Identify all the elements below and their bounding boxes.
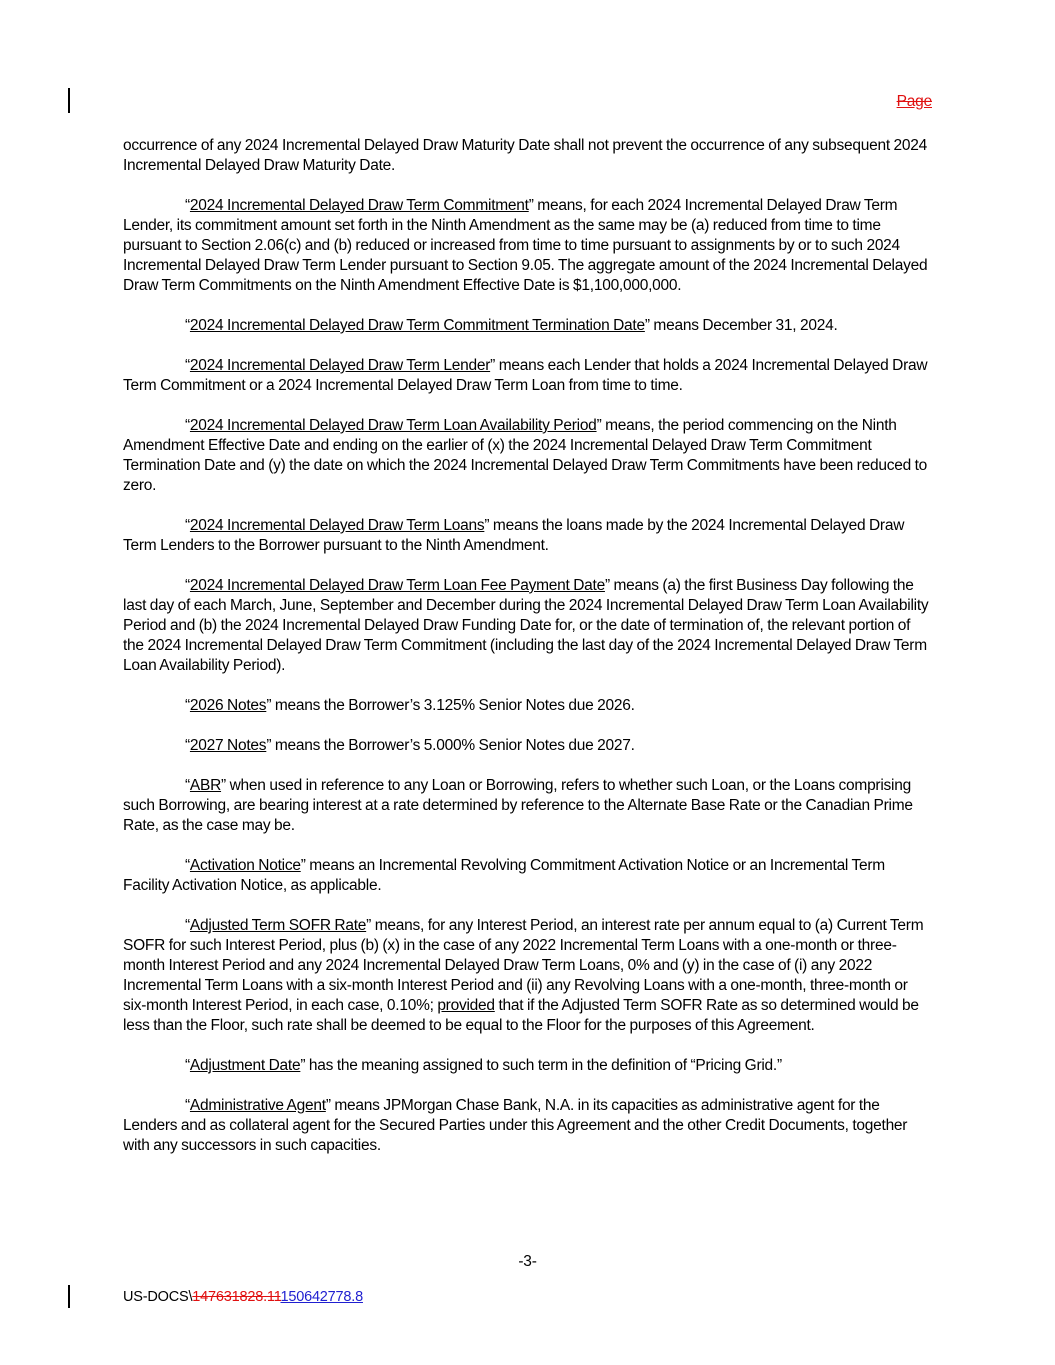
paragraph — [123, 576, 932, 676]
defined-term: Administrative Agent — [189, 1097, 326, 1114]
paragraph-text: ” when used in reference to any Loan or Borrowing, refers to whether such Loan, or the Loans comprising such Borrowing, are bearing interest at a rate determined by reference to the Alternate Base Rate or the Canadian Prime Rate, as the case may be. — [123, 777, 913, 834]
paragraph — [123, 1056, 932, 1076]
paragraph-text: “ — [185, 197, 190, 214]
paragraph — [123, 1096, 932, 1156]
paragraph-text: “ — [185, 357, 190, 374]
paragraph-text: “ — [185, 697, 190, 714]
paragraph — [123, 856, 932, 896]
paragraph — [123, 196, 932, 296]
document-id-inserted: 150642778.8 — [280, 1289, 363, 1305]
paragraph-text: ” means, for each 2024 Incremental Delayed Draw Term Lender, its commitment amount set forth in the Ninth Amendment as the same may be (a) reduced from time to time pursuant to Section 2.06(c) and (b) reduced or increased from time to time pursuant to assignments by or to such 2024 Incremental Delayed Draw Term Lender pursuant to Section 9.05. The aggregate amount of the 2024 Incremental Delayed Draw Term Commitments on the Ninth Amendment Effective Date is $1,100,000,000. — [123, 197, 928, 294]
paragraph-text: ” means each Lender that holds a 2024 Incremental Delayed Draw Term Commitment or a 2024 Incremental Delayed Draw Term Loan from time to time. — [123, 357, 928, 394]
defined-term: 2024 Incremental Delayed Draw Term Loan Fee Payment Date — [189, 577, 605, 594]
paragraph-text: ” means the Borrower’s 3.125% Senior Notes due 2026. — [266, 697, 635, 714]
paragraph-text: ” means the loans made by the 2024 Incremental Delayed Draw Term Lenders to the Borrower pursuant to the Ninth Amendment. — [123, 517, 905, 554]
defined-term: 2024 Incremental Delayed Draw Term Lender — [189, 357, 491, 374]
paragraph-text: ” means (a) the first Business Day following the last day of each March, June, September and December during the 2024 Incremental Delayed Draw Term Loan Availability Period and (b) the 2024 Incremental Delayed Draw Funding Date for, or the date of termination of, the relevant portion of the 2024 Incremental Delayed Draw Term Commitment (including the last day of the 2024 Incremental Delayed Draw Term Loan Availability Period). — [123, 577, 929, 674]
defined-term: 2024 Incremental Delayed Draw Term Loan Availability Period — [189, 417, 597, 434]
paragraph-text: “ — [185, 577, 190, 594]
paragraph-text: “ — [185, 1097, 190, 1114]
paragraph-text: ” means JPMorgan Chase Bank, N.A. in its capacities as administrative agent for the Lenders and as collateral agent for the Secured Parties under this Agreement and the other Credit Documents, together with any successors in such capacities. — [123, 1097, 908, 1154]
document-id-prefix: US-DOCS\ — [123, 1289, 193, 1305]
revision-change-bar-top — [68, 88, 70, 113]
paragraph — [123, 316, 932, 336]
revision-change-bar-bottom — [68, 1285, 70, 1308]
paragraph-text: that if the Adjusted Term SOFR Rate as so determined would be less than the Floor, such rate shall be deemed to be equal to the Floor for the purposes of this Agreement. — [123, 997, 919, 1034]
defined-term: ABR — [189, 777, 222, 794]
defined-term: 2024 Incremental Delayed Draw Term Loans — [189, 517, 485, 534]
paragraph-text: “ — [185, 857, 190, 874]
defined-term: Adjustment Date — [189, 1057, 301, 1074]
defined-term: 2027 Notes — [189, 737, 267, 754]
defined-term: Adjusted Term SOFR Rate — [189, 917, 367, 934]
paragraph — [123, 416, 932, 496]
paragraph — [123, 916, 932, 1036]
paragraph — [123, 736, 932, 756]
defined-term: 2024 Incremental Delayed Draw Term Commitment Termination Date — [189, 317, 645, 334]
paragraph-text: occurrence of any 2024 Incremental Delayed Draw Maturity Date shall not prevent the occurrence of any subsequent 2024 Incremental Delayed Draw Maturity Date. — [123, 137, 928, 174]
paragraph — [123, 356, 932, 396]
paragraph-text: ” means, the period commencing on the Ninth Amendment Effective Date and ending on the earlier of (x) the 2024 Incremental Delayed Draw Term Commitment Termination Date and (y) the date on which the 2024 Incremental Delayed Draw Term Commitments have been reduced to zero. — [123, 417, 928, 494]
document-id-deleted: 147631828.11 — [192, 1289, 281, 1305]
header-page-field-deleted: Page — [896, 93, 932, 110]
document-id-line — [123, 1289, 363, 1305]
paragraph-text: “ — [185, 777, 190, 794]
paragraph-text: “ — [185, 737, 190, 754]
paragraph — [123, 136, 932, 176]
paragraph-text: “ — [185, 917, 190, 934]
defined-term: 2026 Notes — [189, 697, 267, 714]
paragraph — [123, 516, 932, 556]
paragraph-text: “ — [185, 517, 190, 534]
paragraph — [123, 696, 932, 716]
paragraph-text: ” means an Incremental Revolving Commitment Activation Notice or an Incremental Term Facility Activation Notice, as applicable. — [123, 857, 885, 894]
page-number: -3- — [518, 1253, 537, 1270]
paragraph-text: “ — [185, 417, 190, 434]
paragraph-text: ” has the meaning assigned to such term in the definition of “Pricing Grid.” — [300, 1057, 782, 1074]
paragraph-text: “ — [185, 317, 190, 334]
paragraph-text: “ — [185, 1057, 190, 1074]
paragraph — [123, 776, 932, 836]
paragraph-text: ” means, for any Interest Period, an interest rate per annum equal to (a) Current Term SOFR for such Interest Period, plus (b) (x) in the case of any 2022 Incremental Term Loans with a one-month or three-month Interest Period and any 2024 Incremental Delayed Draw Term Loans, 0% and (y) in the case of (i) any 2022 Incremental Term Loans with a six-month Interest Period and (ii) any Revolving Loans with a one-month, three-month or six-month Interest Period, in each case, 0.10%; — [123, 917, 924, 1014]
document-body — [123, 136, 932, 1176]
paragraph-text: ” means December 31, 2024. — [644, 317, 838, 334]
defined-term: 2024 Incremental Delayed Draw Term Commitment — [189, 197, 529, 214]
paragraph-text: ” means the Borrower’s 5.000% Senior Notes due 2027. — [266, 737, 635, 754]
defined-term: Activation Notice — [189, 857, 301, 874]
defined-term: provided — [437, 997, 495, 1014]
